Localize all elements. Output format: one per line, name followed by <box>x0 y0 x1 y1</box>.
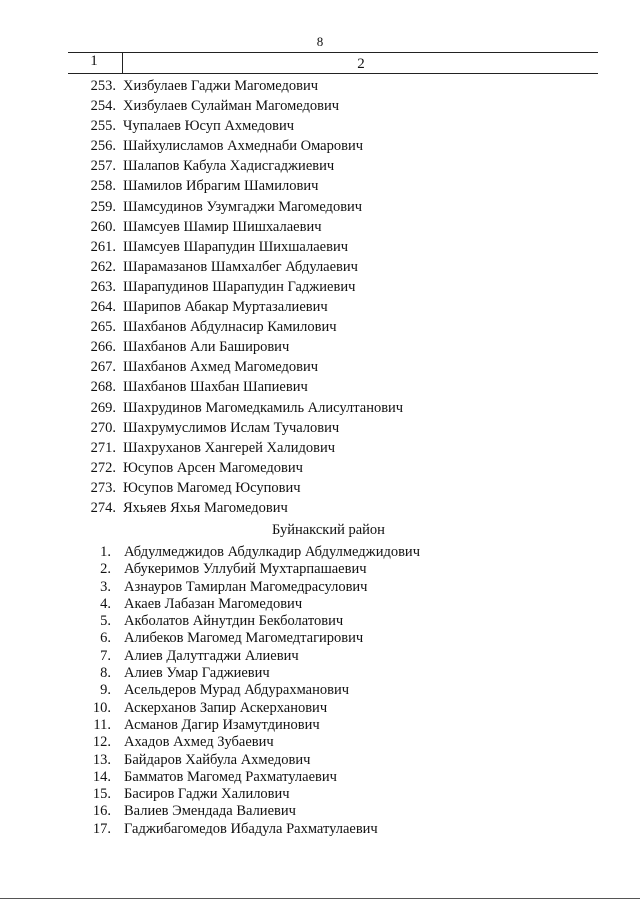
person-name: Шахбанов Абдулнасир Камилович <box>123 319 337 336</box>
item-number: 10. <box>92 699 111 716</box>
person-name: Хизбулаев Сулайман Магомедович <box>123 98 340 115</box>
person-name: Шахрумуслимов Ислам Тучалович <box>123 419 340 436</box>
item-number: 269. <box>90 399 116 416</box>
person-name: Азнауров Тамирлан Магомедрасулович <box>124 578 368 595</box>
person-name: Байдаров Хайбула Ахмедович <box>124 751 311 768</box>
person-name: Гаджибагомедов Ибадула Рахматулаевич <box>124 820 378 837</box>
item-number: 268. <box>90 379 116 396</box>
person-name: Шамсуев Шарапудин Шихшалаевич <box>123 238 348 255</box>
person-name: Яхьяев Яхья Магомедович <box>123 499 288 516</box>
item-number: 272. <box>90 459 116 476</box>
item-number: 273. <box>90 479 116 496</box>
list-item <box>0 136 640 156</box>
person-name: Шахруханов Хангерей Халидович <box>123 439 336 456</box>
list-item <box>0 821 640 838</box>
list-item <box>0 561 640 578</box>
person-name: Чупалаев Юсуп Ахмедович <box>123 118 295 135</box>
person-name: Шахбанов Шахбан Шапиевич <box>123 379 308 396</box>
item-number: 253. <box>90 78 116 94</box>
person-name: Шамсудинов Узумгаджи Магомедович <box>123 198 363 215</box>
person-name: Шалапов Кабула Хадисгаджиевич <box>123 158 335 175</box>
item-number: 17. <box>92 820 111 837</box>
list-item <box>0 156 640 176</box>
person-name: Ахадов Ахмед Зубаевич <box>124 734 274 751</box>
person-name: Юсупов Арсен Магомедович <box>123 459 303 476</box>
item-number: 271. <box>90 439 116 456</box>
item-number: 259. <box>90 198 116 215</box>
list-item <box>0 217 640 237</box>
names-list-buynaksky <box>0 544 640 838</box>
person-name: Шахрудинов Магомедкамиль Алисултанович <box>123 399 404 416</box>
item-number: 265. <box>90 319 116 336</box>
person-name: Шахбанов Али Баширович <box>123 339 290 356</box>
list-item <box>0 398 640 418</box>
item-number: 16. <box>92 803 111 820</box>
column-separator <box>122 53 123 73</box>
item-number: 266. <box>90 339 116 356</box>
person-name: Басиров Гаджи Халилович <box>124 786 290 803</box>
item-number: 263. <box>90 278 116 295</box>
item-number: 255. <box>90 118 116 135</box>
list-item <box>0 752 640 769</box>
person-name: Акболатов Айнутдин Бекболатович <box>124 613 344 630</box>
list-item <box>0 717 640 734</box>
list-item <box>0 237 640 257</box>
item-number: 1. <box>100 544 111 560</box>
list-item <box>0 579 640 596</box>
person-name: Абдулмеджидов Абдулкадир Абдулмеджидович <box>124 544 420 560</box>
person-name: Алиев Умар Гаджиевич <box>124 665 270 682</box>
item-number: 5. <box>100 613 111 630</box>
list-item <box>0 418 640 438</box>
person-name: Шарамазанов Шамхалбег Абдулаевич <box>123 258 358 275</box>
item-number: 2. <box>100 561 111 578</box>
list-item <box>0 700 640 717</box>
item-number: 11. <box>93 716 111 733</box>
list-item <box>0 786 640 803</box>
person-name: Абукеримов Уллубий Мухтарпашаевич <box>124 561 367 578</box>
list-item <box>0 478 640 498</box>
item-number: 274. <box>90 499 116 516</box>
list-item <box>0 438 640 458</box>
list-item <box>0 116 640 136</box>
person-name: Шайхулисламов Ахмеднаби Омарович <box>123 138 363 155</box>
list-item <box>0 803 640 820</box>
list-item <box>0 498 640 518</box>
item-number: 15. <box>92 786 111 803</box>
section-title: Буйнакский район <box>272 522 385 538</box>
list-item <box>0 734 640 751</box>
list-item <box>0 337 640 357</box>
list-item <box>0 613 640 630</box>
list-item <box>0 317 640 337</box>
list-item <box>0 357 640 377</box>
list-item <box>0 197 640 217</box>
list-item <box>0 544 640 561</box>
item-number: 270. <box>90 419 116 436</box>
item-number: 256. <box>90 138 116 155</box>
list-item <box>0 277 640 297</box>
list-item <box>0 297 640 317</box>
list-item <box>0 96 640 116</box>
item-number: 254. <box>90 98 116 115</box>
person-name: Асманов Дагир Изамутдинович <box>124 716 320 733</box>
list-item <box>0 769 640 786</box>
column-header-2: 2 <box>357 56 365 72</box>
column-header-1: 1 <box>90 53 98 69</box>
page-number: 8 <box>316 34 324 49</box>
names-list-continued <box>0 76 640 518</box>
person-name: Шамсуев Шамир Шишхалаевич <box>123 218 322 235</box>
person-name: Валиев Эмендада Валиевич <box>124 803 296 820</box>
page-bottom-edge <box>0 898 640 899</box>
list-item <box>0 176 640 196</box>
item-number: 260. <box>90 218 116 235</box>
list-item <box>0 76 640 96</box>
person-name: Шарапудинов Шарапудин Гаджиевич <box>123 278 356 295</box>
list-item <box>0 596 640 613</box>
person-name: Шарипов Абакар Муртазалиевич <box>123 299 328 316</box>
item-number: 261. <box>90 238 116 255</box>
item-number: 14. <box>92 768 111 785</box>
item-number: 3. <box>100 578 111 595</box>
list-item <box>0 630 640 647</box>
person-name: Акаев Лабазан Магомедович <box>124 595 303 612</box>
item-number: 4. <box>100 595 111 612</box>
list-item <box>0 648 640 665</box>
item-number: 8. <box>100 665 111 682</box>
list-item <box>0 682 640 699</box>
item-number: 9. <box>100 682 111 699</box>
item-number: 6. <box>100 630 111 647</box>
list-item <box>0 377 640 397</box>
person-name: Юсупов Магомед Юсупович <box>123 479 301 496</box>
item-number: 7. <box>100 647 111 664</box>
table-header <box>68 52 598 74</box>
item-number: 257. <box>90 158 116 175</box>
item-number: 262. <box>90 258 116 275</box>
list-item <box>0 257 640 277</box>
list-item <box>0 458 640 478</box>
person-name: Алибеков Магомед Магомедтагирович <box>124 630 364 647</box>
person-name: Алиев Далутгаджи Алиевич <box>124 647 299 664</box>
person-name: Шамилов Ибрагим Шамилович <box>123 178 319 195</box>
item-number: 12. <box>92 734 111 751</box>
person-name: Бамматов Магомед Рахматулаевич <box>124 768 337 785</box>
person-name: Аскерханов Запир Аскерханович <box>124 699 328 716</box>
person-name: Асельдеров Мурад Абдурахманович <box>124 682 349 699</box>
person-name: Хизбулаев Гаджи Магомедович <box>123 78 319 94</box>
person-name: Шахбанов Ахмед Магомедович <box>123 359 319 376</box>
item-number: 267. <box>90 359 116 376</box>
list-item <box>0 665 640 682</box>
item-number: 13. <box>92 751 111 768</box>
item-number: 258. <box>90 178 116 195</box>
item-number: 264. <box>90 299 116 316</box>
